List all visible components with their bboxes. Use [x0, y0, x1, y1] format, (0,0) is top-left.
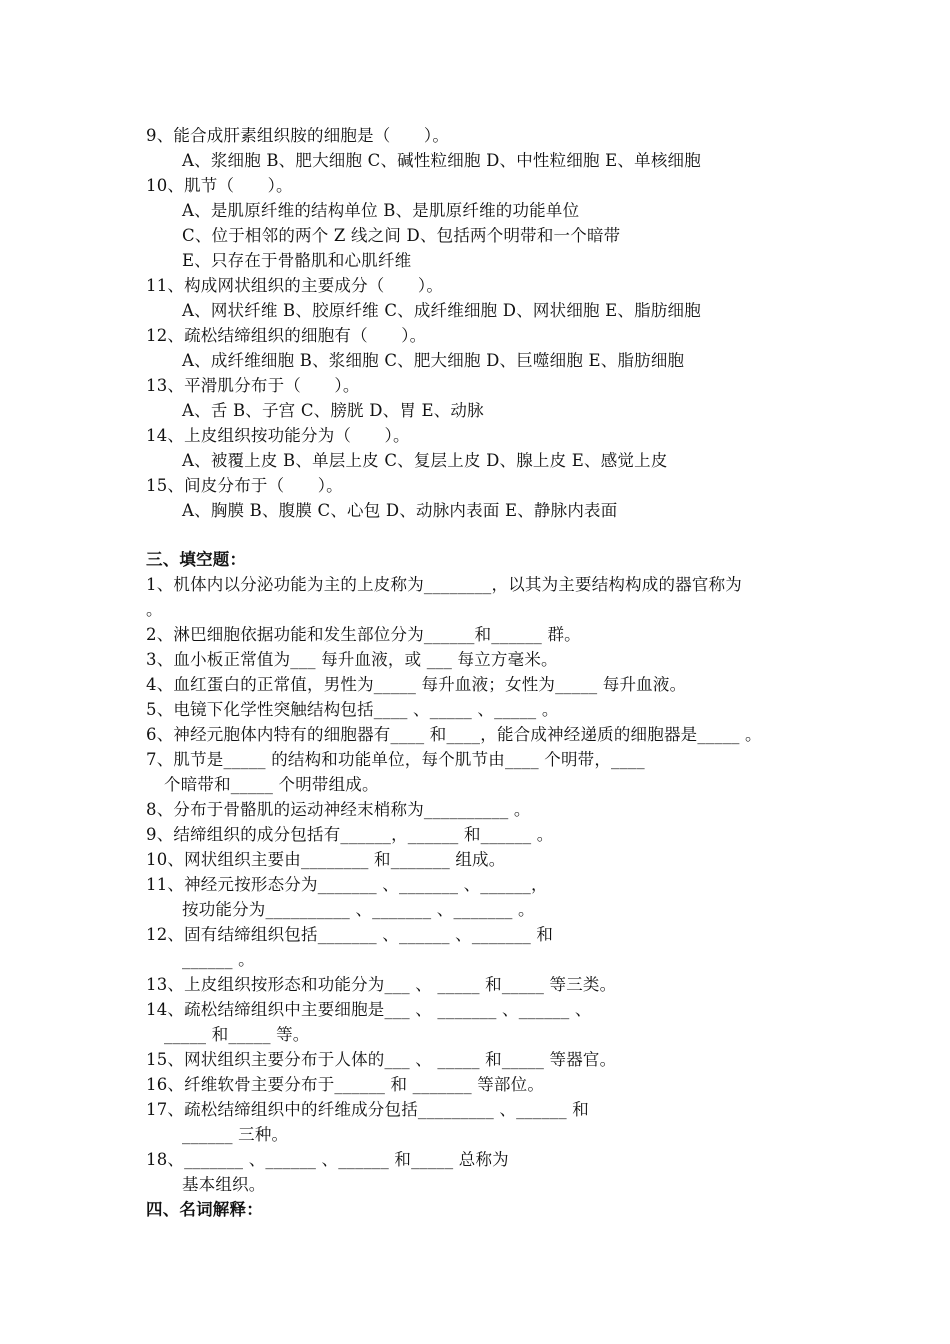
question-11-stem: 11、构成网状组织的主要成分（ ）。: [146, 276, 444, 295]
fill-line-3: 3、血小板正常值为___ 每升血液，或 ___ 每立方毫米。: [146, 650, 558, 669]
fill-line-11-cont: 按功能分为__________ 、_______ 、_______ 。: [182, 900, 535, 919]
fill-line-12-cont: ______ 。: [182, 950, 255, 969]
question-10-options-2: C、位于相邻的两个 Z 线之间 D、包括两个明带和一个暗带: [182, 226, 621, 245]
fill-line-12: 12、固有结缔组织包括_______ 、______ 、_______ 和: [146, 925, 554, 944]
fill-line-7-cont: 个暗带和_____ 个明带组成。: [164, 775, 379, 794]
question-10-stem: 10、肌节（ ）。: [146, 176, 293, 195]
fill-line-18: 18、_______ 、______ 、______ 和_____ 总称为: [146, 1150, 509, 1169]
fill-line-1: 1、机体内以分泌功能为主的上皮称为________，以其为主要结构构成的器官称为: [146, 575, 742, 594]
fill-line-6: 6、神经元胞体内特有的细胞器有____ 和____，能合成神经递质的细胞器是_____ 。: [146, 725, 762, 744]
fill-line-18-cont: 基本组织。: [182, 1175, 266, 1194]
question-14-stem: 14、上皮组织按功能分为（ ）。: [146, 426, 410, 445]
fill-line-9: 9、结缔组织的成分包括有______，______ 和______ 。: [146, 825, 554, 844]
question-15-stem: 15、间皮分布于（ ）。: [146, 476, 343, 495]
question-9-options: A、浆细胞 B、肥大细胞 C、碱性粒细胞 D、中性粒细胞 E、单核细胞: [182, 151, 701, 170]
fill-line-17-cont: ______ 三种。: [182, 1125, 289, 1144]
fill-line-16: 16、纤维软骨主要分布于______ 和 _______ 等部位。: [146, 1075, 545, 1094]
fill-section-heading: 三、填空题：: [146, 550, 247, 569]
fill-line-13: 13、上皮组织按形态和功能分为___ 、 _____ 和_____ 等三类。: [146, 975, 617, 994]
fill-line-7: 7、肌节是_____ 的结构和功能单位，每个肌节由____ 个明带，____: [146, 750, 645, 769]
question-13-stem: 13、平滑肌分布于（ ）。: [146, 376, 360, 395]
fill-line-17: 17、疏松结缔组织中的纤维成分包括_________ 、______ 和: [146, 1100, 589, 1119]
term-section-heading: 四、名词解释：: [146, 1200, 263, 1219]
fill-line-5: 5、电镜下化学性突触结构包括____ 、_____ 、_____ 。: [146, 700, 559, 719]
question-10-options-3: E、只存在于骨骼肌和心肌纤维: [182, 251, 412, 270]
fill-line-1-cont: 。: [146, 600, 163, 619]
question-15-options: A、胸膜 B、腹膜 C、心包 D、动脉内表面 E、静脉内表面: [182, 501, 618, 520]
fill-line-8: 8、分布于骨骼肌的运动神经末梢称为__________ 。: [146, 800, 531, 819]
question-9-stem: 9、能合成肝素组织胺的细胞是（ ）。: [146, 126, 450, 145]
fill-line-14: 14、疏松结缔组织中主要细胞是___ 、 _______ 、______ 、: [146, 1000, 592, 1019]
question-10-options-1: A、是肌原纤维的结构单位 B、是肌原纤维的功能单位: [182, 201, 580, 220]
fill-line-2: 2、淋巴细胞依据功能和发生部位分为______和______ 群。: [146, 625, 581, 644]
question-12-stem: 12、疏松结缔组织的细胞有（ ）。: [146, 326, 427, 345]
question-14-options: A、被覆上皮 B、单层上皮 C、复层上皮 D、腺上皮 E、感觉上皮: [182, 451, 668, 470]
fill-line-11: 11、神经元按形态分为_______ 、_______ 、______，: [146, 875, 548, 894]
question-13-options: A、舌 B、子宫 C、膀胱 D、胃 E、动脉: [182, 401, 484, 420]
question-12-options: A、成纤维细胞 B、浆细胞 C、肥大细胞 D、巨噬细胞 E、脂肪细胞: [182, 351, 685, 370]
question-11-options: A、网状纤维 B、胶原纤维 C、成纤维细胞 D、网状细胞 E、脂肪细胞: [182, 301, 701, 320]
fill-line-14-cont: _____ 和_____ 等。: [164, 1025, 310, 1044]
fill-line-10: 10、网状组织主要由________ 和_______ 组成。: [146, 850, 506, 869]
fill-line-4: 4、血红蛋白的正常值，男性为_____ 每升血液；女性为_____ 每升血液。: [146, 675, 687, 694]
fill-line-15: 15、网状组织主要分布于人体的___ 、 _____ 和_____ 等器官。: [146, 1050, 617, 1069]
